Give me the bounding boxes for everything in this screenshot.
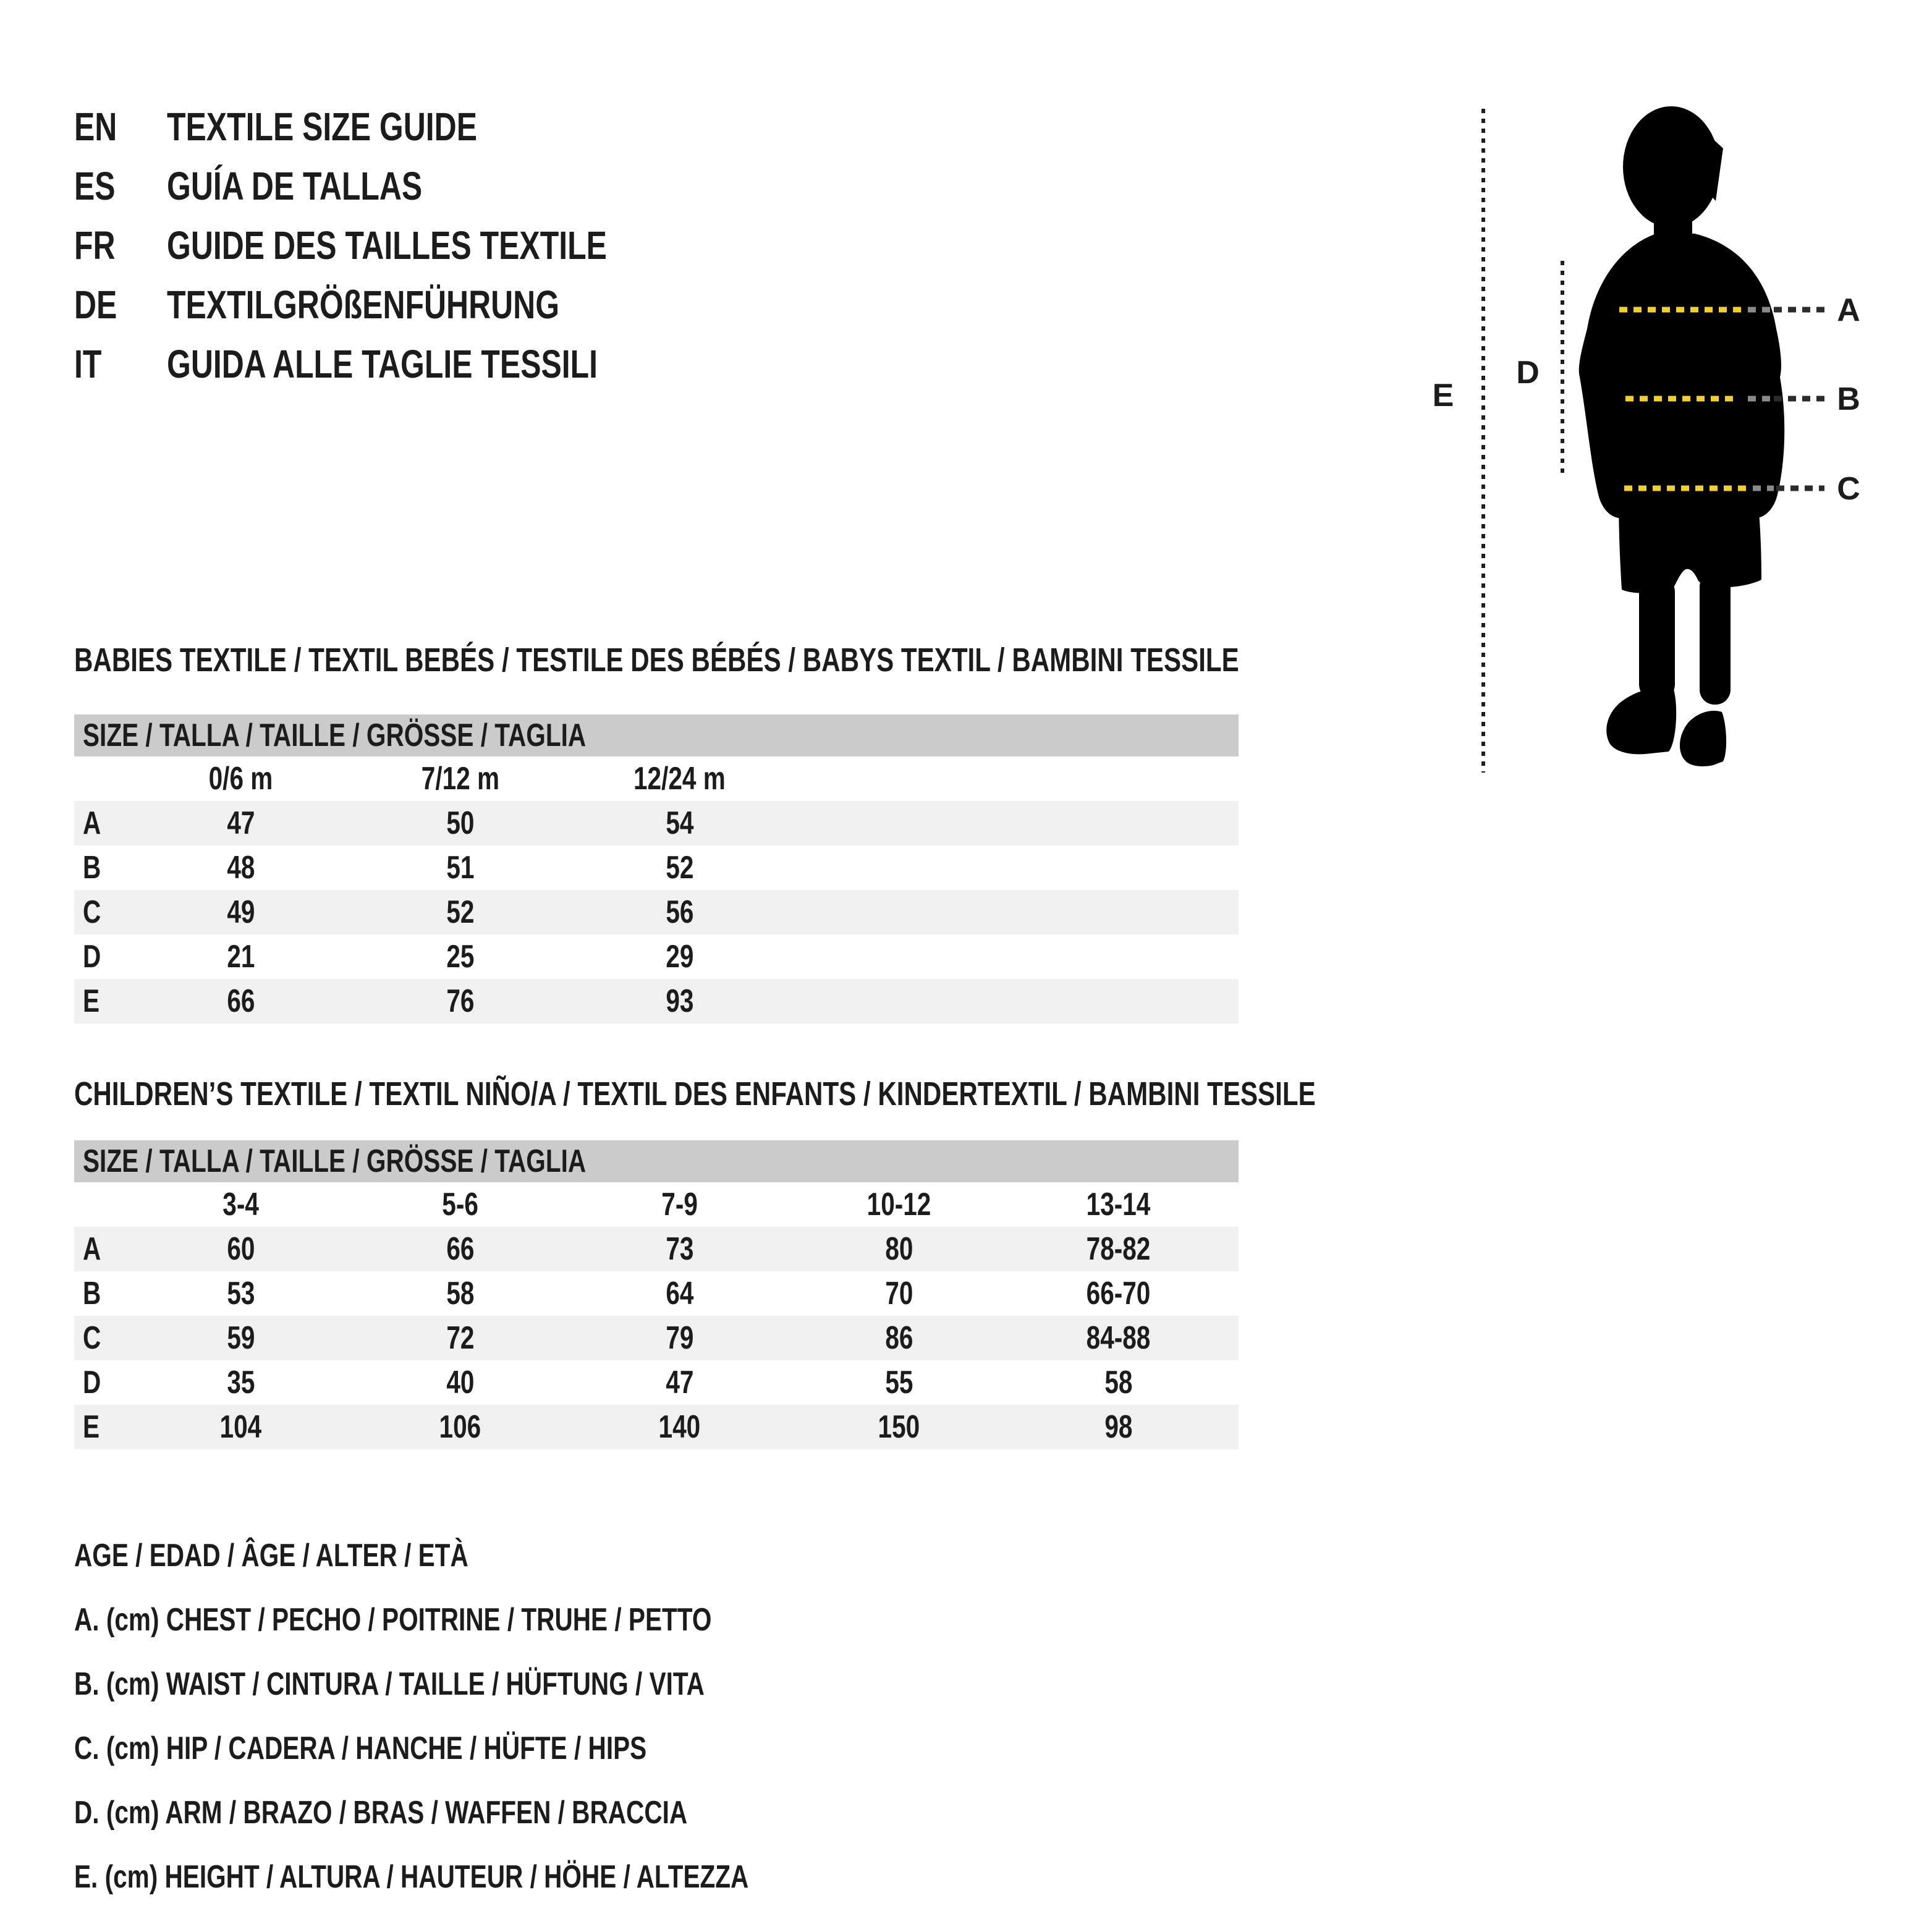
table-row — [74, 979, 1239, 1023]
table-row — [74, 1316, 1239, 1360]
cell-value: 52 — [665, 850, 694, 886]
cell-value: 66 — [226, 983, 255, 1019]
row-label: D — [83, 1365, 101, 1400]
children-col-0: 3-4 — [222, 1187, 259, 1222]
cell-value: 54 — [665, 805, 694, 841]
babies-column-header-row — [74, 756, 1239, 801]
children-size-header-bar — [74, 1140, 1239, 1182]
language-row-fr — [74, 216, 731, 275]
cell-value: 140 — [658, 1409, 701, 1445]
legend-height: E. (cm) HEIGHT / ALTURA / HAUTEUR / HÖHE / ALTEZZA — [74, 1859, 749, 1895]
table-row — [74, 934, 1239, 979]
cell-value: 70 — [884, 1276, 913, 1311]
legend-age: AGE / EDAD / ÂGE / ALTER / ETÀ — [74, 1538, 468, 1574]
cell-value: 78-82 — [1086, 1231, 1151, 1267]
cell-value: 73 — [665, 1231, 694, 1267]
language-title: TEXTILGRÖßENFÜHRUNG — [167, 282, 560, 327]
cell-value: 80 — [884, 1231, 913, 1267]
table-row — [74, 1227, 1239, 1271]
cell-value: 53 — [226, 1276, 255, 1311]
language-code: ES — [74, 164, 116, 208]
cell-value: 104 — [219, 1409, 262, 1445]
legend-arm: D. (cm) ARM / BRAZO / BRAS / WAFFEN / BRACCIA — [74, 1795, 688, 1831]
right-shoe — [1680, 711, 1726, 766]
waist-label: B — [1837, 381, 1860, 417]
language-title-list — [74, 97, 731, 394]
language-row-en — [74, 97, 731, 156]
cell-value: 49 — [226, 894, 255, 930]
cell-value: 50 — [446, 805, 475, 841]
cell-value: 66-70 — [1086, 1276, 1151, 1311]
cell-value: 29 — [665, 939, 694, 975]
language-title: TEXTILE SIZE GUIDE — [167, 104, 478, 149]
cell-value: 56 — [665, 894, 694, 930]
hip-label: C — [1837, 471, 1860, 507]
language-title: GUÍA DE TALLAS — [167, 164, 423, 208]
left-shoe — [1606, 688, 1676, 755]
children-col-2: 7-9 — [661, 1187, 698, 1222]
children-section-heading — [74, 1075, 1666, 1112]
babies-col-1: 7/12 m — [421, 761, 499, 797]
cell-value: 64 — [665, 1276, 694, 1311]
cell-value: 76 — [446, 983, 475, 1019]
cell-value: 60 — [226, 1231, 255, 1267]
cell-value: 48 — [226, 850, 255, 886]
cell-value: 52 — [446, 894, 475, 930]
children-col-1: 5-6 — [442, 1187, 478, 1222]
row-label: C — [83, 894, 101, 930]
children-heading-text: CHILDREN’S TEXTILE / TEXTIL NIÑO/A / TEXTIL DES ENFANTS / KINDERTEXTIL / BAMBINI TESSILE — [74, 1075, 1316, 1112]
height-label: E — [1432, 378, 1454, 413]
language-row-es — [74, 156, 731, 216]
cell-value: 93 — [665, 983, 694, 1019]
row-label: C — [83, 1320, 101, 1356]
children-col-3: 10-12 — [866, 1187, 931, 1222]
language-code: DE — [74, 282, 117, 327]
legend-hip: C. (cm) HIP / CADERA / HANCHE / HÜFTE / HIPS — [74, 1731, 647, 1766]
table-row — [74, 1405, 1239, 1449]
babies-size-table — [74, 714, 1239, 1023]
babies-section-heading — [74, 642, 1567, 679]
cell-value: 25 — [446, 939, 475, 975]
language-title: GUIDE DES TAILLES TEXTILE — [167, 223, 607, 268]
language-row-it — [74, 334, 731, 394]
cell-value: 72 — [446, 1320, 475, 1356]
cell-value: 98 — [1104, 1409, 1133, 1445]
cell-value: 150 — [878, 1409, 920, 1445]
table-row — [74, 890, 1239, 934]
babies-col-2: 12/24 m — [633, 761, 726, 797]
cell-value: 84-88 — [1086, 1320, 1151, 1356]
torso-and-arms — [1579, 234, 1784, 519]
cell-value: 66 — [446, 1231, 475, 1267]
left-leg — [1639, 575, 1675, 701]
row-label: B — [83, 850, 101, 886]
cell-value: 55 — [884, 1365, 913, 1400]
babies-size-header-bar — [74, 714, 1239, 756]
row-label: B — [83, 1276, 101, 1311]
cell-value: 40 — [446, 1365, 475, 1400]
measurement-legend — [74, 1523, 939, 1909]
babies-col-0: 0/6 m — [208, 761, 273, 797]
legend-chest: A. (cm) CHEST / PECHO / POITRINE / TRUHE / PETTO — [74, 1602, 712, 1638]
language-code: EN — [74, 104, 117, 149]
language-code: FR — [74, 223, 116, 268]
cell-value: 59 — [226, 1320, 255, 1356]
children-size-header-text: SIZE / TALLA / TAILLE / GRÖSSE / TAGLIA — [83, 1143, 587, 1179]
table-row — [74, 845, 1239, 890]
table-row — [74, 801, 1239, 845]
cell-value: 47 — [226, 805, 255, 841]
language-code: IT — [74, 342, 102, 386]
cell-value: 51 — [446, 850, 475, 886]
cell-value: 58 — [1104, 1365, 1133, 1400]
child-measurement-diagram — [1409, 93, 1932, 810]
row-label: A — [83, 805, 101, 841]
babies-heading-text: BABIES TEXTILE / TEXTIL BEBÉS / TESTILE DES BÉBÉS / BABYS TEXTIL / BAMBINI TESSILE — [74, 642, 1239, 679]
cell-value: 106 — [439, 1409, 481, 1445]
babies-size-header-text: SIZE / TALLA / TAILLE / GRÖSSE / TAGLIA — [83, 718, 587, 753]
cell-value: 35 — [226, 1365, 255, 1400]
child-silhouette — [1579, 106, 1784, 766]
row-label: A — [83, 1231, 101, 1267]
language-title: GUIDA ALLE TAGLIE TESSILI — [167, 342, 598, 386]
right-leg — [1700, 572, 1731, 705]
arm-label: D — [1516, 355, 1540, 391]
row-label: E — [83, 983, 100, 1019]
shorts — [1619, 476, 1761, 593]
table-row — [74, 1271, 1239, 1316]
cell-value: 86 — [884, 1320, 913, 1356]
cell-value: 79 — [665, 1320, 694, 1356]
row-label: D — [83, 939, 101, 975]
legend-waist: B. (cm) WAIST / CINTURA / TAILLE / HÜFTUNG / VITA — [74, 1666, 705, 1702]
cell-value: 58 — [446, 1276, 475, 1311]
children-col-4: 13-14 — [1086, 1187, 1151, 1222]
chest-label: A — [1837, 292, 1860, 328]
row-label: E — [83, 1409, 100, 1445]
children-column-header-row — [74, 1182, 1239, 1227]
cell-value: 47 — [665, 1365, 694, 1400]
measurement-figure — [1409, 93, 1932, 810]
children-size-table — [74, 1140, 1239, 1449]
language-row-de — [74, 275, 731, 334]
table-row — [74, 1360, 1239, 1405]
cell-value: 21 — [226, 939, 255, 975]
